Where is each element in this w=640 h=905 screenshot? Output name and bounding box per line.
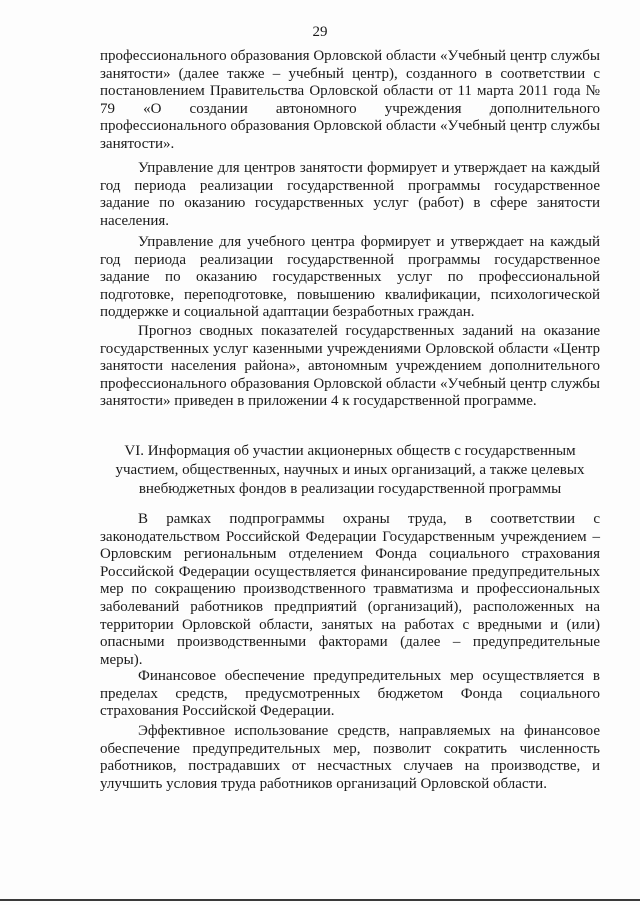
paragraph-forecast: [100, 323, 600, 411]
paragraph-effective-use: [100, 723, 600, 793]
paragraph-text: профессионального образования Орловской области «Учебный центр службы занятости» (далее также – учебный центр), созданного в соответствии с постановлением Правительства Орловской области от 11 марта 2011 года № 79 «О создании автономного учреждения дополнительного профессионального образования Орловской области «Учебный центр службы занятости».: [100, 48, 600, 152]
paragraph-training-center-task: [100, 234, 600, 322]
paragraph-text: Прогноз сводных показателей государственных заданий на оказание государственных услуг казенными учреждениями Орловской области «Центр занятости населения района», автономным учреждением дополнительного профессионального образования Орловской области «Учебный центр службы занятости» приведен в приложении 4 к государственной программе.: [100, 323, 600, 410]
paragraph-financing: [100, 668, 600, 721]
paragraph-training-center: [100, 48, 600, 154]
page-number: 29: [312, 24, 328, 40]
section-heading: VI. Информация об участии акционерных обществ с государственным участием, общественных, научных и иных организаций, а также целевых внебюджетных фондов в реализации государственной программы: [115, 443, 585, 497]
paragraph-labor-protection: [100, 511, 600, 669]
paragraph-text: В рамках подпрограммы охраны труда, в соответствии с законодательством Российской Федерации Государственным учреждением – Орловским региональным отделением Фонда социального страхования Российской Федерации осуществляется финансирование предупредительных мер по сокращению производственного травматизма и профессиональных заболеваний работников предприятий (организаций), расположенных на территории Орловской области, занятых на работах с вредными и (или) опасными производственными факторами (далее – предупредительные меры).: [100, 511, 600, 668]
paragraph-text: Управление для центров занятости формирует и утверждает на каждый год периода реализации государственной программы государственное задание по оказанию государственных услуг (работ) в сфере занятости населения.: [100, 160, 600, 229]
paragraph-text: Эффективное использование средств, направляемых на финансовое обеспечение предупредительных мер, позволит сократить численность работников, пострадавших от несчастных случаев на производстве, и улучшить условия труда работников организаций Орловской области.: [100, 723, 600, 792]
scan-edge-line: [0, 899, 640, 901]
paragraph-text: Управление для учебного центра формирует и утверждает на каждый год периода реализации государственной программы государственное задание по оказанию государственных услуг по профессиональной подготовке, переподготовке, повышению квалификации, психологической поддержке и социальной адаптации безработных граждан.: [100, 234, 600, 321]
paragraph-employment-centers-task: [100, 160, 600, 230]
paragraph-text: Финансовое обеспечение предупредительных мер осуществляется в пределах средств, предусмотренных бюджетом Фонда социального страхования Российской Федерации.: [100, 668, 600, 720]
